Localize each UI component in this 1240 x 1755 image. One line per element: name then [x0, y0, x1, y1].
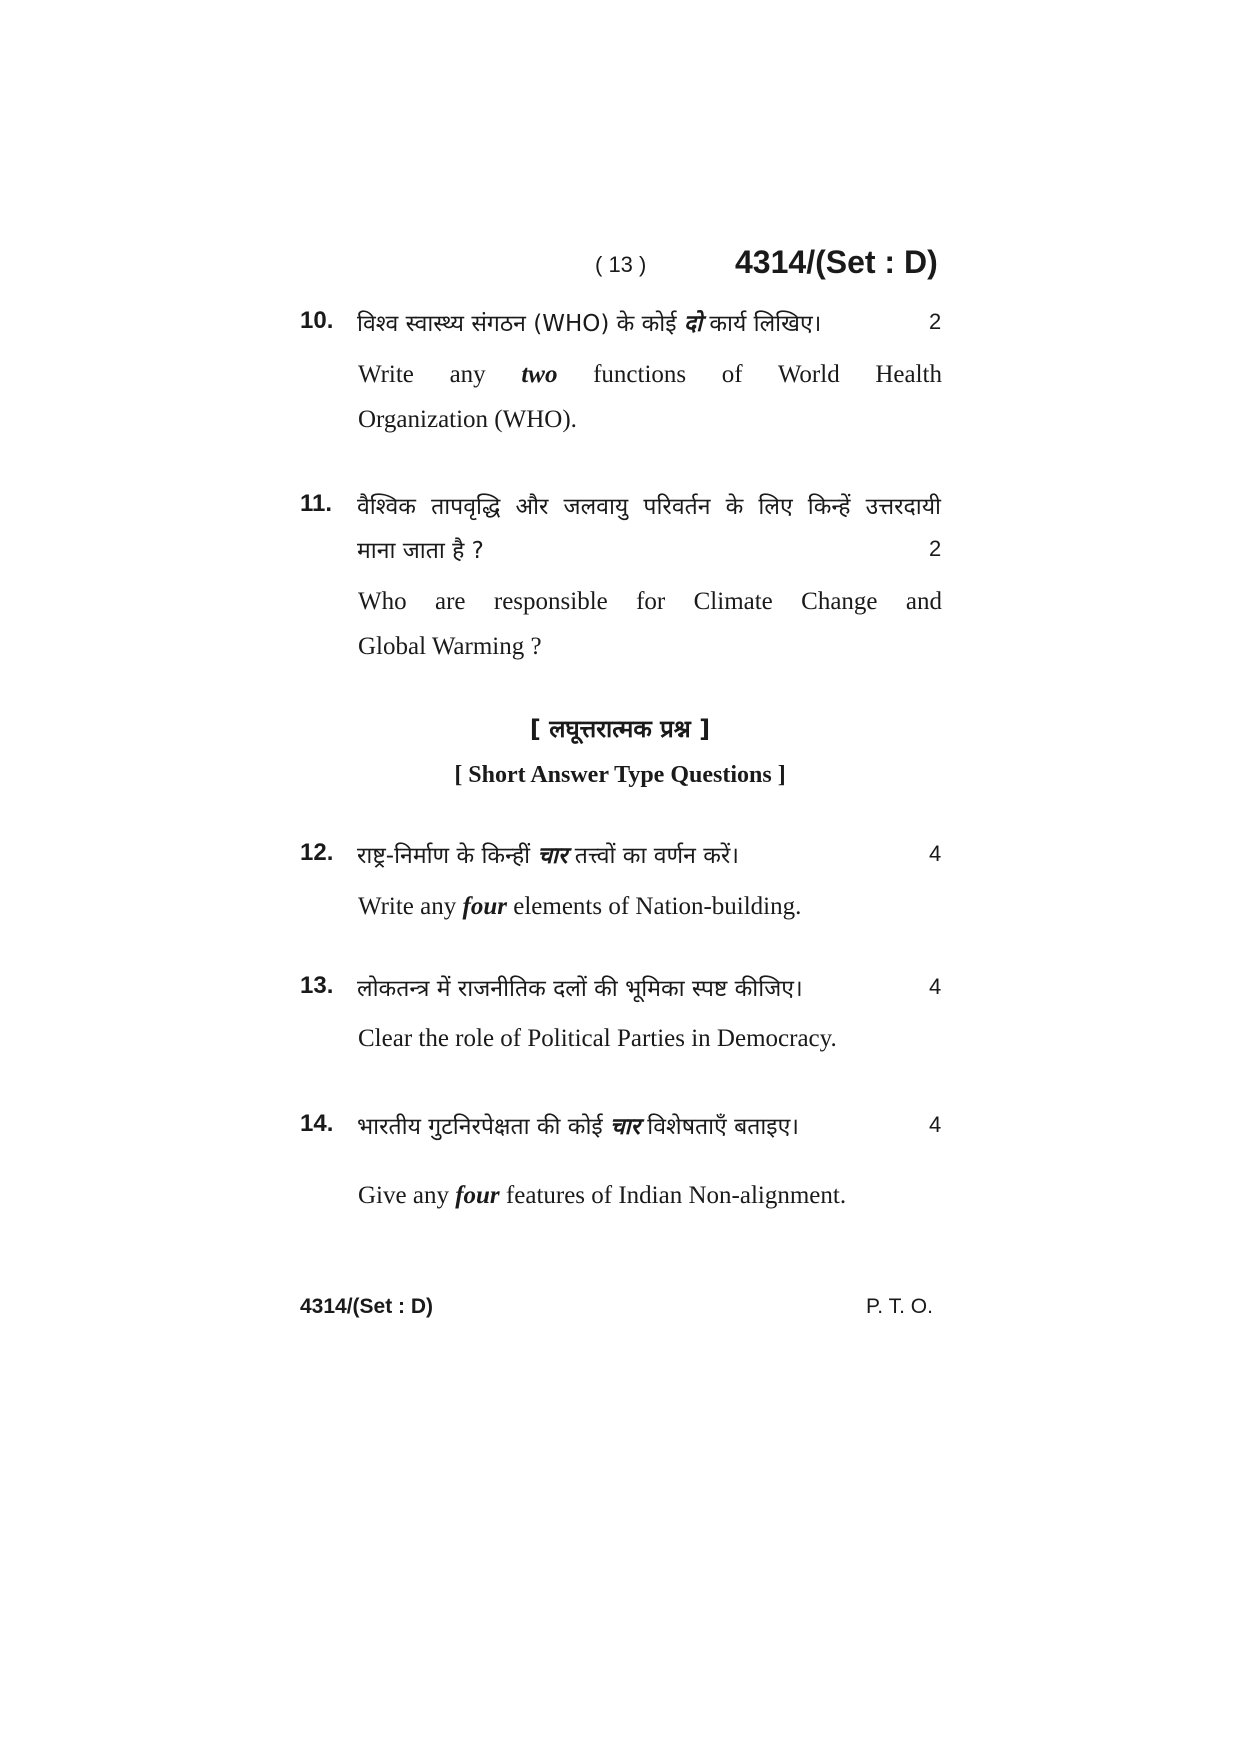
hindi-emphasis: दो — [683, 311, 703, 337]
question-number: 11. — [300, 490, 333, 517]
question-english-text — [358, 361, 942, 389]
question-number: 10. — [300, 307, 334, 334]
question-hindi-text — [357, 838, 739, 870]
question-english-text-continued: Global Warming ? — [358, 633, 542, 660]
hindi-text-segment: कार्य लिखिए। — [702, 311, 822, 337]
question-number: 14. — [300, 1110, 334, 1137]
question-marks: 4 — [929, 974, 942, 999]
question-hindi-text-continued: माना जाता है ? — [357, 538, 484, 564]
footer-set-code: 4314/(Set : D) — [300, 1295, 434, 1318]
header-set-code: 4314/(Set : D) — [735, 244, 938, 280]
hindi-text-segment: राष्ट्र-निर्माण के किन्हीं — [357, 843, 538, 869]
section-title-english: [ Short Answer Type Questions ] — [454, 762, 786, 788]
question-marks: 2 — [929, 536, 942, 561]
question-hindi-text: लोकतन्त्र में राजनीतिक दलों की भूमिका स्पष्ट कीजिए। — [357, 976, 803, 1002]
question-english-text: Clear the role of Political Parties in Democracy. — [358, 1025, 837, 1052]
section-title-hindi: [ लघूत्तरात्मक प्रश्न ] — [529, 715, 711, 743]
question-number: 12. — [300, 839, 334, 866]
hindi-emphasis: चार — [537, 843, 568, 869]
question-hindi-text — [357, 306, 821, 338]
page-number: ( 13 ) — [595, 252, 647, 277]
question-marks: 4 — [929, 841, 942, 866]
english-text-segment: Write any — [358, 893, 463, 920]
english-text-segment: functions of World Health — [557, 361, 942, 388]
english-emphasis: four — [462, 893, 507, 920]
footer-pto: P. T. O. — [866, 1295, 933, 1318]
hindi-text-segment: विश्व स्वास्थ्य संगठन (WHO) के कोई — [357, 311, 684, 337]
question-hindi-text: वैश्विक तापवृद्धि और जलवायु परिवर्तन के लिए किन्हें उत्तरदायी — [357, 494, 941, 520]
question-english-text — [358, 893, 801, 921]
english-text-segment: features of Indian Non-alignment. — [499, 1182, 847, 1209]
hindi-text-segment: तत्त्वों का वर्णन करें। — [567, 843, 739, 869]
english-text-segment: Write any — [358, 361, 522, 388]
hindi-text-segment: भारतीय गुटनिरपेक्षता की कोई — [357, 1114, 611, 1140]
question-english-text — [358, 1182, 846, 1210]
english-emphasis: four — [455, 1182, 500, 1209]
english-text-segment: elements of Nation-building. — [506, 893, 802, 920]
question-marks: 4 — [929, 1112, 942, 1137]
question-marks: 2 — [929, 309, 942, 334]
hindi-text-segment: विशेषताएँ बताइए। — [640, 1114, 800, 1140]
question-number: 13. — [300, 972, 334, 999]
english-emphasis: two — [521, 361, 558, 388]
english-text-segment: Give any — [358, 1182, 456, 1209]
hindi-emphasis: चार — [610, 1114, 640, 1140]
question-english-text-continued: Organization (WHO). — [358, 406, 577, 433]
question-english-text: Who are responsible for Climate Change and — [358, 588, 942, 615]
question-hindi-text — [357, 1109, 799, 1141]
